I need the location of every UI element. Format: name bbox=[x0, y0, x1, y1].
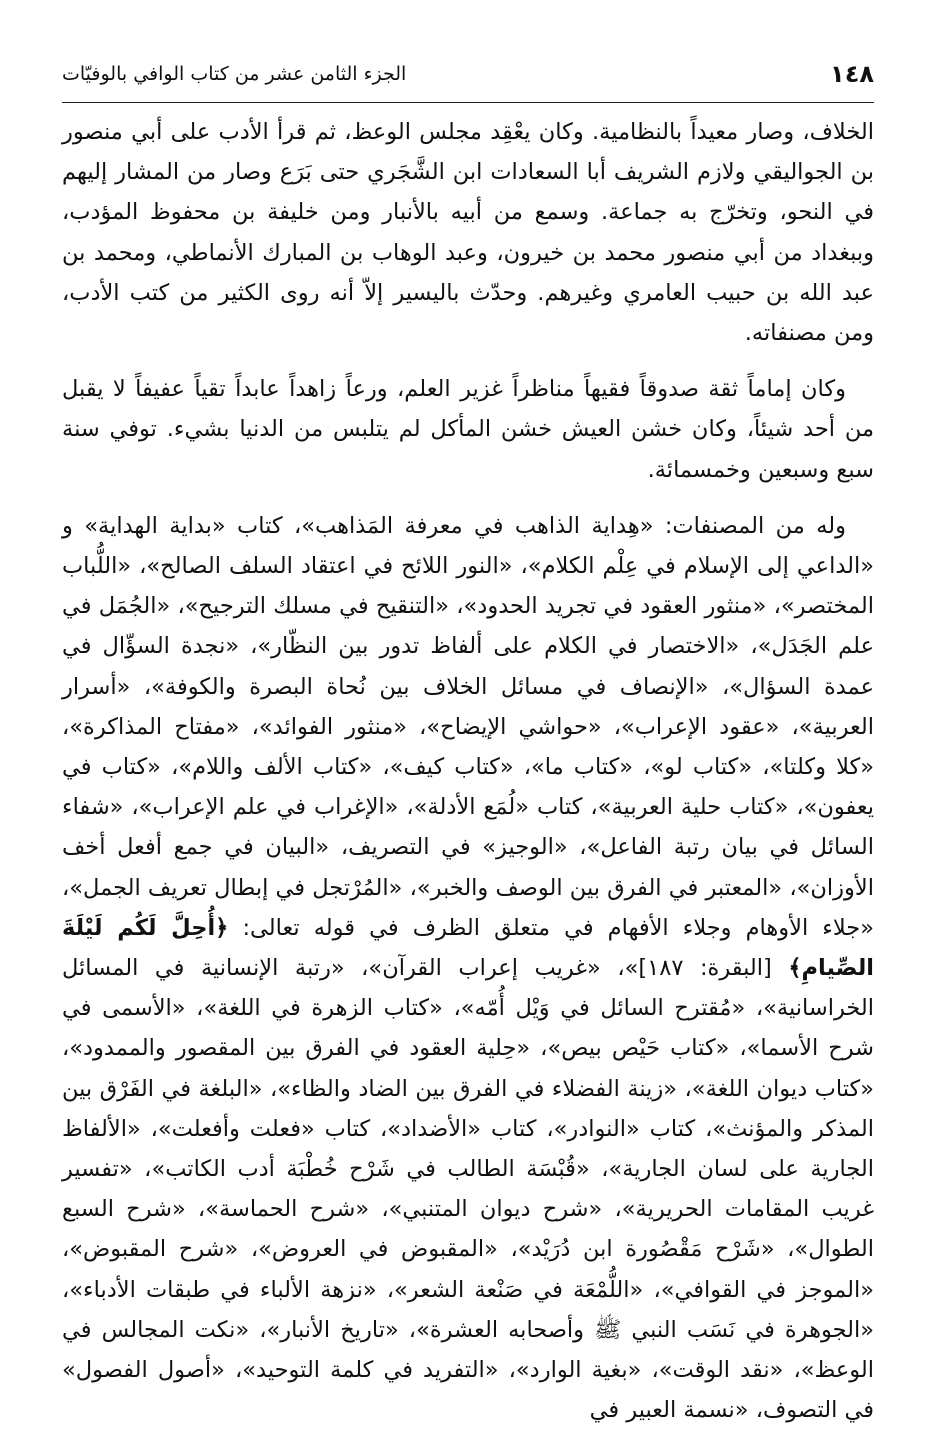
paragraph-3 bbox=[62, 506, 874, 1431]
paragraph-3-part-2: [البقرة: ١٨٧]»، «غريب إعراب القرآن»، «رتبة الإنسانية في المسائل الخراسانية»، «مُقترح السائل في وَيْل أُمّه»، «كتاب الزهرة في اللغة»، «الأسمى في شرح الأسما»، «كتاب حَيْص بيص»، «حِلية العقود في الفرق بين المقصور والممدود»، «كتاب ديوان اللغة»، «زينة الفضلاء في الفرق بين الضاد والظاء»، «البلغة في الفَرْق بين المذكر والمؤنث»، كتاب «النوادر»، كتاب «الأضداد»، كتاب «فعلت وأفعلت»، «الألفاظ الجارية على لسان الجارية»، «قُبْسَة الطالب في شَرْح خُطْبَة أدب الكاتب»، «تفسير غريب المقامات الحريرية»، «شرح ديوان المتنبي»، «شرح الحماسة»، «شرح السبع الطوال»، «شَرْح مَقْصُورة ابن دُرَيْد»، «المقبوض في العروض»، «شرح المقبوض»، «الموجز في القوافي»، «اللُّمْعَة في صَنْعة الشعر»، «نزهة الألباء في طبقات الأدباء»، «الجوهرة في نَسَب النبي ﷺ وأصحابه العشرة»، «تاريخ الأنبار»، «نكت المجالس في الوعظ»، «نقد الوقت»، «بغية الوارد»، «التفريد في كلمة التوحيد»، «أصول الفصول» في التصوف، «نسمة العبير في bbox=[62, 955, 874, 1424]
page-header bbox=[62, 50, 874, 98]
paragraph-1: الخلاف، وصار معيداً بالنظامية. وكان يعْقِد مجلس الوعظ، ثم قرأ الأدب على أبي منصور بن الجواليقي ولازم الشريف أبا السعادات ابن الشَّجَري حتى بَرَع وصار من المشار إليهم في النحو، وتخرّج به جماعة. وسمع من أبيه بالأنبار ومن خليفة بن محفوظ المؤدب، وببغداد من أبي منصور محمد بن خيرون، وعبد الوهاب بن المبارك الأنماطي، ومحمد بن عبد الله بن حبيب العامري وغيرهم. وحدّث باليسير إلاّ أنه روى الكثير من كتب الأدب، ومن مصنفاته. bbox=[62, 119, 874, 347]
running-title: الجزء الثامن عشر من كتاب الوافي بالوفيّات bbox=[62, 63, 407, 85]
paragraph-2: وكان إماماً ثقة صدوقاً فقيهاً مناظراً غزير العلم، ورعاً زاهداً عابداً تقياً عفيفاً لا يقبل من أحد شيئاً، وكان خشن العيش خشن المأكل لم يتلبس من الدنيا بشيء. توفي سنة سبع وسبعين وخمسمائة. bbox=[62, 376, 874, 483]
page-number: ١٤٨ bbox=[830, 60, 874, 88]
header-divider bbox=[62, 102, 874, 103]
body-text bbox=[62, 112, 874, 1424]
paragraph-3-part-1: وله من المصنفات: «هِداية الذاهب في معرفة المَذاهب»، كتاب «بداية الهداية» و «الداعي إلى الإسلام في عِلْم الكلام»، «النور اللائح في اعتقاد السلف الصالح»، «اللُّباب المختصر»، «منثور العقود في تجريد الحدود»، «التنقيح في مسلك الترجيح»، «الجُمَل في علم الجَدَل»، «الاختصار في الكلام على ألفاظ تدور بين النظّار»، «نجدة السؤّال في عمدة السؤال»، «الإنصاف في مسائل الخلاف بين نُحاة البصرة والكوفة»، «أسرار العربية»، «عقود الإعراب»، «حواشي الإيضاح»، «منثور الفوائد»، «مفتاح المذاكرة»، «كلا وكلتا»، «كتاب لو»، «كتاب ما»، «كتاب كيف»، «كتاب الألف واللام»، «كتاب في يعفون»، «كتاب حلية العربية»، كتاب «لُمَع الأدلة»، «الإغراب في علم الإعراب»، «شفاء السائل في بيان رتبة الفاعل»، «الوجيز» في التصريف، «البيان في جمع أفعل أخف الأوزان»، «المعتبر في الفرق بين الوصف والخبر»، «المُرْتجل في إبطال تعريف الجمل»، «جلاء الأوهام وجلاء الأفهام في متعلق الظرف في قوله تعالى: bbox=[62, 512, 874, 941]
quran-verse: ﴿أُحِلَّ لَكُم لَيْلَةَ الصِّيامِ﴾ bbox=[62, 914, 874, 982]
